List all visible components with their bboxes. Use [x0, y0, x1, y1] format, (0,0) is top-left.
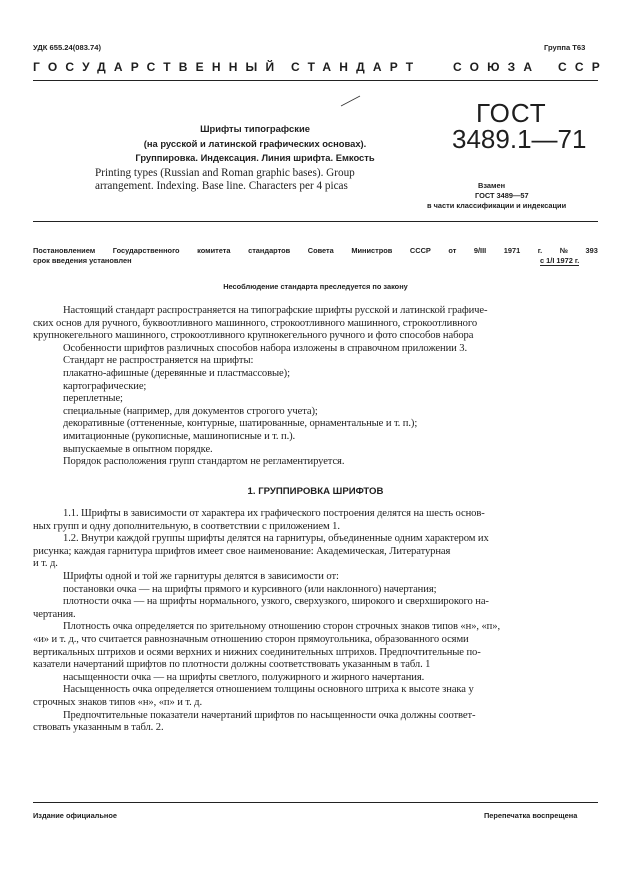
heading-word: СТАНДАРТ [291, 60, 422, 74]
pen-mark-icon [340, 94, 362, 108]
udk-code: УДК 655.24(083.74) [33, 43, 102, 52]
section-1-title: 1. ГРУППИРОВКА ШРИФТОВ [247, 486, 384, 497]
heading-word: СОЮЗА [453, 60, 541, 74]
replaces-scope: в части классификации и индексации [427, 201, 567, 210]
official-edition: Издание официальное [33, 811, 118, 820]
header-rule [33, 80, 598, 81]
en-title: Printing types (Russian and Roman graphic bases). Group arrangement. Indexing. Base line. Characters per 4 picas [95, 167, 355, 192]
ru-title: Шрифты типографские (на русской и латинской графических основах). Группировка. Индексация. Линия шрифта. Емкость [135, 123, 375, 163]
gost-number: 3489.1—71 [452, 124, 587, 154]
reprint-prohibited: Перепечатка воспрещена [484, 811, 578, 820]
legal-warning: Несоблюдение стандарта преследуется по закону [223, 282, 408, 291]
intro-text: Настоящий стандарт распространяется на типографские шрифты русской и латинской графиче- ских основ для ручного, буквоотливного машинного, строкоотливного машинного, строкоотливного крупнокегельного машинного, строкоотливного крупнокегельного ручного и фото способов набора Особенности шрифтов различных способов набора изложены в справочном приложении 3. Стандарт не распространяется на шрифты: плакатно-афишные (деревянные и пластмассовые); картографические; переплетные; специальные (например, для документов строгого учета); декоративные (оттененные, контурные, шатированные, орнаментальные и т. п.); имитационные (рукописные, машинописные и т. п.). выпускаемые в опытном порядке. Порядок расположения групп стандартом не регламентируется. [33, 305, 488, 468]
footer-rule [33, 802, 598, 803]
title-rule [33, 221, 598, 222]
replaces-label: Взамен [478, 181, 506, 190]
heading-word: ГОСУДАРСТВЕННЫЙ [33, 60, 283, 74]
replaces-gost: ГОСТ 3489—57 [475, 191, 529, 200]
effective-date-label: срок введения установлен [33, 256, 132, 265]
effective-date: с 1/I 1972 г. [540, 256, 580, 265]
heading-word: ССР [558, 60, 608, 74]
group-code: Группа Т63 [544, 43, 586, 52]
section-1-text: 1.1. Шрифты в зависимости от характера их графического построения делятся на шесть основ- ных групп и одну дополнительную, в соответствии с приложением 1. 1.2. Внутри каждой группы шрифты делятся на гарнитуры, объединенные одним характером их рисунка; каждая гарнитура шрифтов имеет свое наименование: Академическая, Литературная и т. д. Шрифты одной и той же гарнитуры делятся в зависимости от: постановки очка — на шрифты прямого и курсивного (или наклонного) начертания; плотности очка — на шрифты нормального, узкого, сверхузкого, широкого и сверхширокого на- чертания. Плотность очка определяется по зрительному отношению сторон строчных знаков типов «н», «п», «и» и т. д., что считается равнозначным отношению сторон прямоугольника, образованного осями вертикальных штрихов и осями верхних и нижних соединительных штрихов. Предпочтительные по- казатели начертаний шрифтов по плотности должны соответствовать указанным в табл. 1 насыщенности очка — на шрифты светлого, полужирного и жирного начертания. Насыщенность очка определяется отношением толщины основного штриха к высоте знака у строчных знаков типов «н», «п» и т. д. Предпочтительные показатели начертаний шрифтов по насыщенности очка должны соответ- ствовать указанным в табл. 2. [33, 508, 500, 734]
decree-line: Постановлением Государственного комитета стандартов Совета Министров СССР от 9/III 1971 г. № 393 [33, 246, 598, 255]
gost-label: ГОСТ [476, 98, 547, 128]
